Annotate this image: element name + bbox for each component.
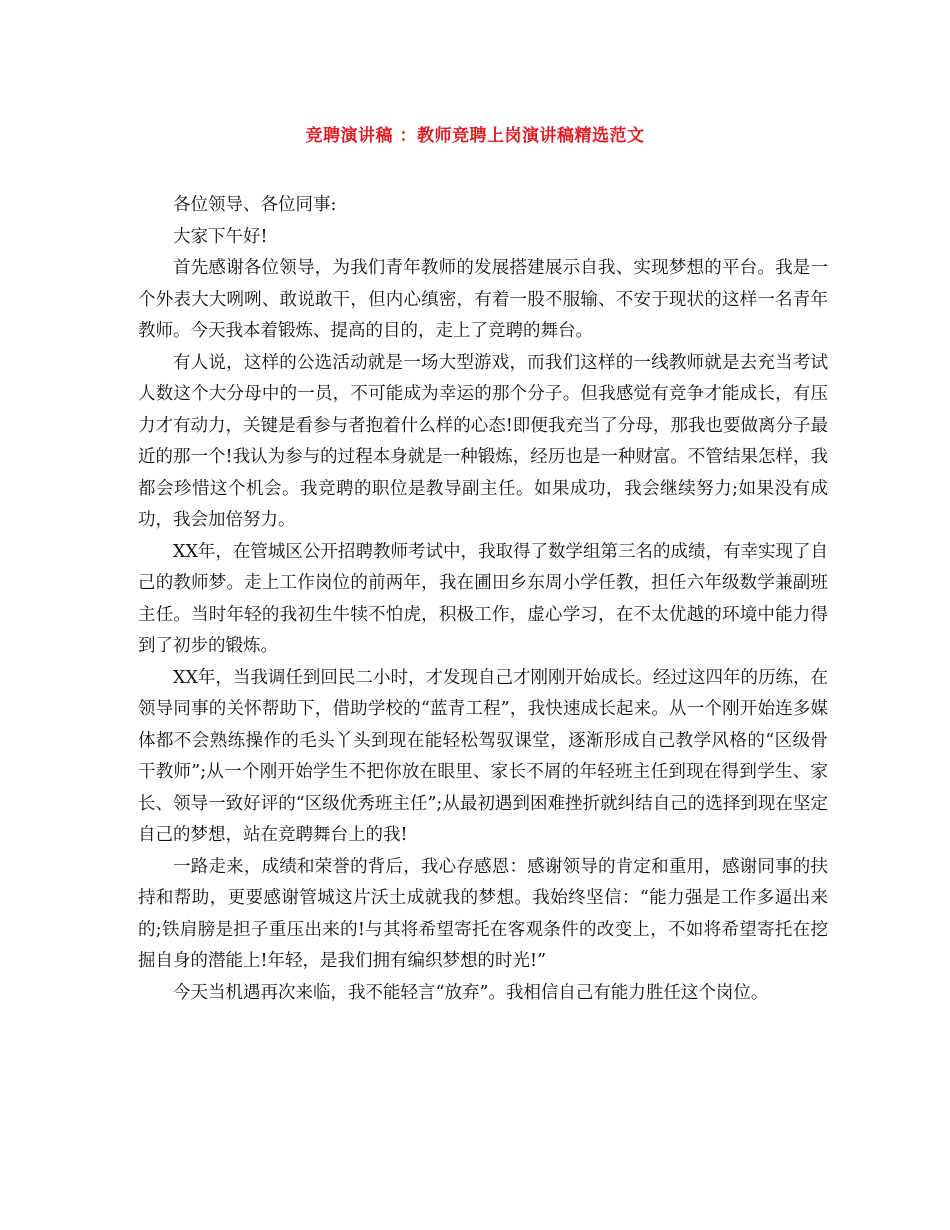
paragraph: XX年，当我调任到回民二小时，才发现自己才刚刚开始成长。经过这四年的历练，在领导同事的关怀帮助下，借助学校的“蓝青工程”，我快速成长起来。从一个刚开始连多媒体都不会熟练操作的毛头丫头到现在能轻松驾驭课堂，逐渐形成自己教学风格的“区级骨干教师”;从一个刚开始学生不把你放在眼里、家长不屑的年轻班主任到现在得到学生、家长、领导一致好评的“区级优秀班主任”;从最初遇到困难挫折就纠结自己的选择到现在坚定自己的梦想，站在竞聘舞台上的我! xyxy=(138,667,828,845)
paragraph: 首先感谢各位领导，为我们青年教师的发展搭建展示自我、实现梦想的平台。我是一个外表大大咧咧、敢说敢干，但内心缜密，有着一股不服输、不安于现状的这样一名青年教师。今天我本着锻炼、提高的目的，走上了竞聘的舞台。 xyxy=(138,258,828,341)
paragraph-greeting: 大家下午好! xyxy=(173,226,268,247)
document-title: 竞聘演讲稿 ：教师竞聘上岗演讲稿精选范文 xyxy=(305,126,645,146)
document-body xyxy=(138,190,828,1009)
paragraph-salutation: 各位领导、各位同事: xyxy=(173,195,337,215)
paragraph: 有人说，这样的公选活动就是一场大型游戏，而我们这样的一线教师就是去充当考试人数这个大分母中的一员，不可能成为幸运的那个分子。但我感觉有竞争才能成长，有压力才有动力，关键是看参与者抱着什么样的心态!即便我充当了分母，那我也要做离分子最近的那一个!我认为参与的过程本身就是一种锻炼，经历也是一种财富。不管结果怎样，我都会珍惜这个机会。我竞聘的职位是教导副主任。如果成功，我会继续努力;如果没有成功，我会加倍努力。 xyxy=(138,352,828,530)
paragraph: 今天当机遇再次来临，我不能轻言“放弃”。我相信自己有能力胜任这个岗位。 xyxy=(173,982,769,1003)
paragraph: 一路走来，成绩和荣誉的背后，我心存感恩：感谢领导的肯定和重用，感谢同事的扶持和帮助，更要感谢管城这片沃土成就我的梦想。我始终坚信：“能力强是工作多逼出来的;铁肩膀是担子重压出来的!与其将希望寄托在客观条件的改变上，不如将希望寄托在挖掘自身的潜能上!年轻，是我们拥有编织梦想的时光!” xyxy=(138,856,828,971)
paragraph: XX年，在管城区公开招聘教师考试中，我取得了数学组第三名的成绩，有幸实现了自己的教师梦。走上工作岗位的前两年，我在圃田乡东周小学任教，担任六年级数学兼副班主任。当时年轻的我初生牛犊不怕虎，积极工作，虚心学习，在不太优越的环境中能力得到了初步的锻炼。 xyxy=(138,541,828,656)
